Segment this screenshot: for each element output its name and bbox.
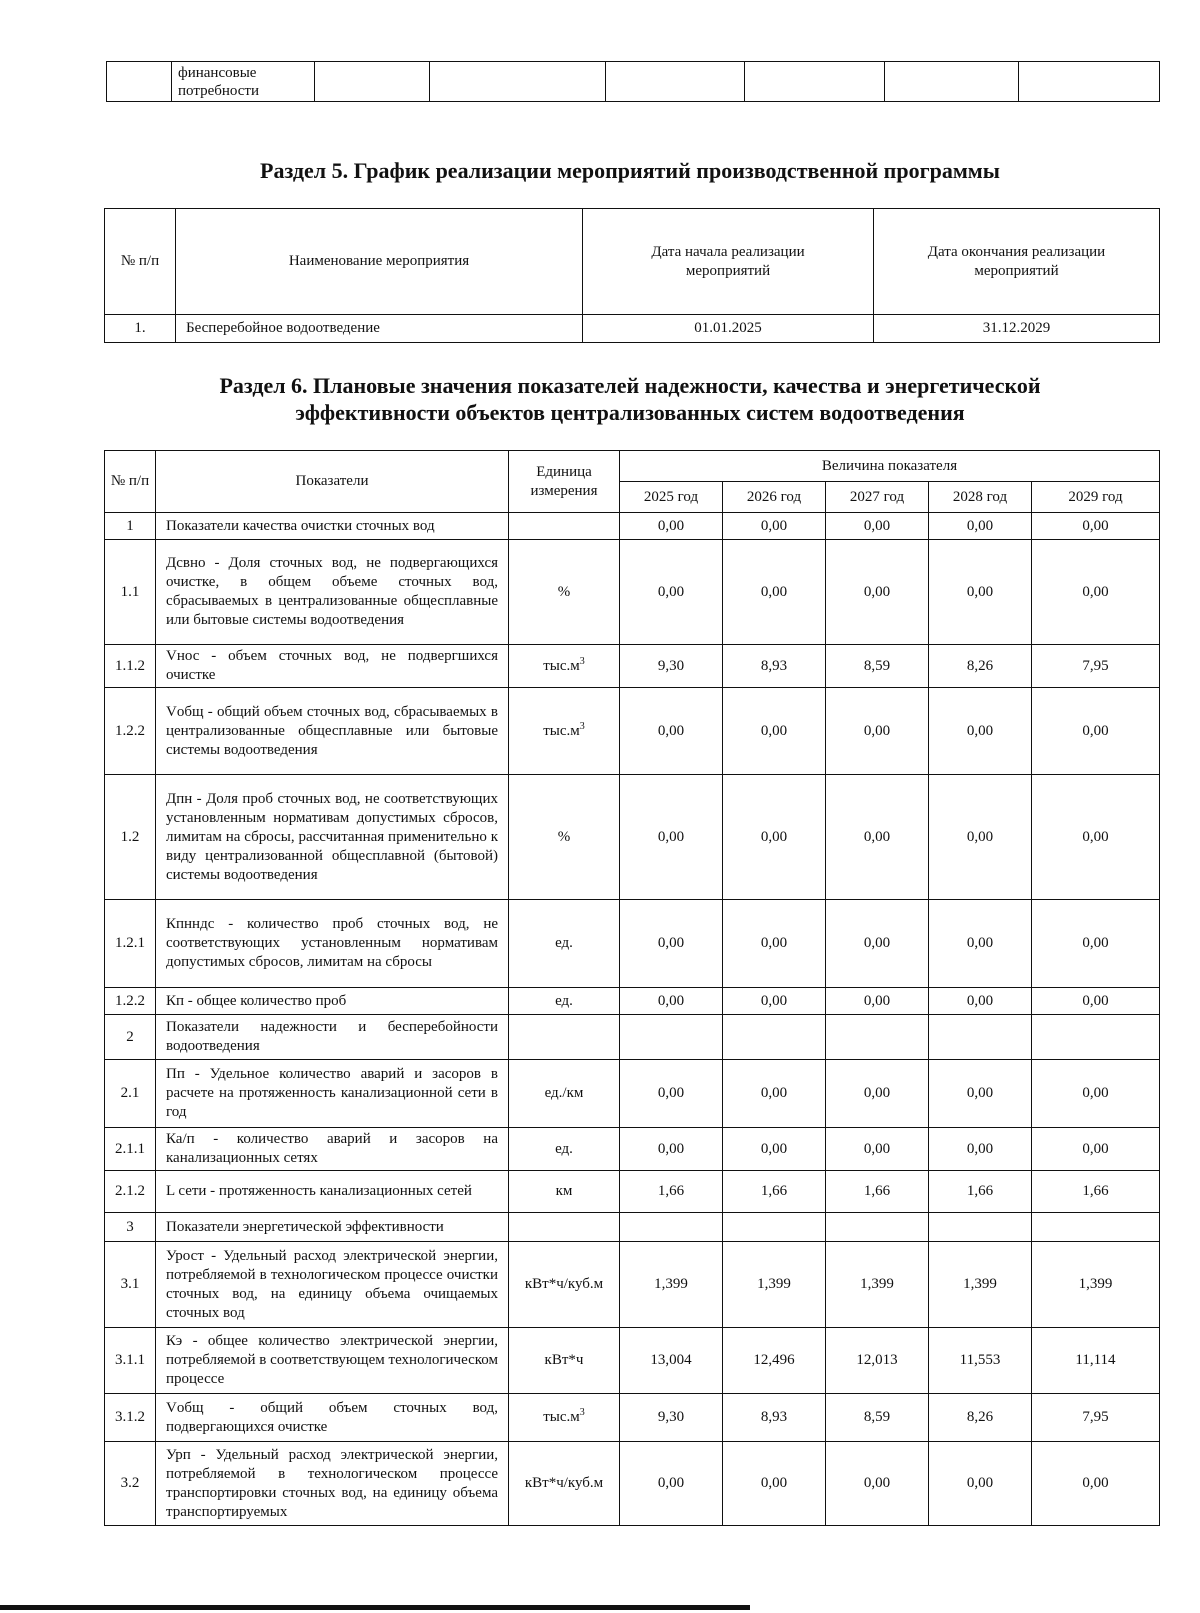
table-row bbox=[105, 1242, 1160, 1328]
row-value: 0,00 bbox=[929, 540, 1032, 645]
table-row bbox=[105, 1328, 1160, 1394]
row-value: 0,00 bbox=[826, 900, 929, 988]
section5-header-name: Наименование мероприятия bbox=[176, 209, 583, 315]
row-value bbox=[929, 1213, 1032, 1242]
row-value: 11,114 bbox=[1032, 1328, 1160, 1394]
page-bottom-rule bbox=[0, 1605, 750, 1610]
table-row bbox=[105, 1171, 1160, 1213]
top-table-cell bbox=[315, 62, 430, 102]
top-table-cell bbox=[430, 62, 606, 102]
row-value: 0,00 bbox=[826, 688, 929, 775]
row-value: 0,00 bbox=[620, 540, 723, 645]
row-unit bbox=[509, 1213, 620, 1242]
row-indicator: Vобщ - общий объем сточных вод, подвергающихся очистке bbox=[156, 1394, 509, 1442]
row-unit bbox=[509, 988, 620, 1015]
row-value: 0,00 bbox=[620, 688, 723, 775]
table-row bbox=[105, 1128, 1160, 1171]
table-row bbox=[105, 688, 1160, 775]
row-number: 2.1.1 bbox=[105, 1128, 156, 1171]
section5-header-num: № п/п bbox=[105, 209, 176, 315]
row-number: 1.1 bbox=[105, 540, 156, 645]
row-value: 0,00 bbox=[723, 988, 826, 1015]
row-value: 0,00 bbox=[929, 688, 1032, 775]
row-value: 0,00 bbox=[826, 988, 929, 1015]
section5-row-end: 31.12.2029 bbox=[874, 315, 1160, 343]
row-unit-text: кВт*ч bbox=[544, 1352, 584, 1368]
row-number: 1.1.2 bbox=[105, 645, 156, 688]
row-unit-text: км bbox=[555, 1183, 573, 1199]
row-value: 0,00 bbox=[620, 775, 723, 900]
row-number: 3.1.1 bbox=[105, 1328, 156, 1394]
row-value: 0,00 bbox=[826, 1442, 929, 1526]
row-value: 0,00 bbox=[826, 540, 929, 645]
row-value: 0,00 bbox=[620, 1128, 723, 1171]
row-value: 1,66 bbox=[1032, 1171, 1160, 1213]
row-value: 0,00 bbox=[723, 900, 826, 988]
row-value: 1,66 bbox=[723, 1171, 826, 1213]
row-value: 1,399 bbox=[1032, 1242, 1160, 1328]
row-value: 13,004 bbox=[620, 1328, 723, 1394]
row-value: 0,00 bbox=[826, 1060, 929, 1128]
row-value: 9,30 bbox=[620, 1394, 723, 1442]
section5-row-start: 01.01.2025 bbox=[583, 315, 874, 343]
row-number: 3.1 bbox=[105, 1242, 156, 1328]
row-unit-text: % bbox=[557, 583, 571, 600]
row-unit-text: ед. bbox=[555, 1140, 573, 1157]
row-value: 0,00 bbox=[826, 513, 929, 540]
row-value: 0,00 bbox=[929, 775, 1032, 900]
row-value: 0,00 bbox=[826, 1128, 929, 1171]
row-value: 0,00 bbox=[1032, 1128, 1160, 1171]
top-table-cell bbox=[606, 62, 745, 102]
row-indicator: Кп - общее количество проб bbox=[156, 988, 509, 1015]
row-value: 1,399 bbox=[723, 1242, 826, 1328]
row-unit bbox=[509, 900, 620, 988]
top-table-text: финансовые потребности bbox=[172, 62, 315, 102]
row-unit-text: ед. bbox=[555, 935, 573, 951]
row-indicator: Пп - Удельное количество аварий и засоров в расчете на протяженность канализационной сети в год bbox=[156, 1060, 509, 1128]
row-value: 8,26 bbox=[929, 645, 1032, 688]
row-value: 12,496 bbox=[723, 1328, 826, 1394]
top-table-cell bbox=[745, 62, 885, 102]
section6-header-year: 2026 год bbox=[723, 482, 826, 513]
section5-title: Раздел 5. График реализации мероприятий производственной программы bbox=[260, 158, 1000, 183]
row-value: 8,26 bbox=[929, 1394, 1032, 1442]
row-value: 0,00 bbox=[929, 1060, 1032, 1128]
row-indicator: Кэ - общее количество электрической энергии, потребляемой в соответствующем технологическом процессе bbox=[156, 1328, 509, 1394]
row-value: 0,00 bbox=[723, 775, 826, 900]
table-row bbox=[105, 900, 1160, 988]
row-value: 8,59 bbox=[826, 645, 929, 688]
row-value: 1,66 bbox=[929, 1171, 1032, 1213]
row-number: 2 bbox=[105, 1015, 156, 1060]
row-indicator: Кпнндс - количество проб сточных вод, не соответствующих установленным нормативам допустимых сбросов, лимитам на сбросы bbox=[156, 900, 509, 988]
row-unit bbox=[509, 775, 620, 900]
row-value: 1,399 bbox=[620, 1242, 723, 1328]
section6-title: Раздел 6. Плановые значения показателей надежности, качества и энергетической эффективности объектов централизованных систем водоотведения bbox=[219, 373, 1041, 425]
row-unit bbox=[509, 540, 620, 645]
section5-row-num: 1. bbox=[105, 315, 176, 343]
table-row bbox=[105, 775, 1160, 900]
row-value: 7,95 bbox=[1032, 645, 1160, 688]
top-table-cell bbox=[885, 62, 1019, 102]
row-value: 0,00 bbox=[620, 513, 723, 540]
row-value: 0,00 bbox=[620, 900, 723, 988]
section6-header-indicator: Показатели bbox=[156, 451, 509, 513]
row-unit bbox=[509, 1328, 620, 1394]
row-value: 0,00 bbox=[620, 988, 723, 1015]
row-value: 11,553 bbox=[929, 1328, 1032, 1394]
row-unit-text: кВт*ч/куб.м bbox=[524, 1276, 604, 1292]
row-unit bbox=[509, 1394, 620, 1442]
row-unit-superscript: 3 bbox=[579, 1407, 585, 1418]
row-indicator: Урп - Удельный расход электрической энергии, потребляемой в технологическом процессе транспортировки сточных вод, на единицу объема транспортируемых bbox=[156, 1442, 509, 1526]
row-value: 0,00 bbox=[1032, 1060, 1160, 1128]
row-value: 0,00 bbox=[929, 1128, 1032, 1171]
row-value: 0,00 bbox=[723, 1128, 826, 1171]
row-value bbox=[826, 1015, 929, 1060]
row-value: 0,00 bbox=[929, 513, 1032, 540]
row-value: 0,00 bbox=[1032, 513, 1160, 540]
row-unit-text: тыс.м bbox=[543, 1409, 580, 1425]
row-unit-text: % bbox=[557, 828, 571, 845]
row-indicator: Урост - Удельный расход электрической энергии, потребляемой в технологическом процессе очистки сточных вод, на единицу объема очищаемых сточных вод bbox=[156, 1242, 509, 1328]
row-indicator: Дпн - Доля проб сточных вод, не соответствующих установленным нормативам допустимых сбросов, лимитам на сбросы, рассчитанная применительно к виду централизованной общесплавной (бытовой) системы водоотведения bbox=[156, 775, 509, 900]
row-value: 0,00 bbox=[723, 540, 826, 645]
row-value: 8,59 bbox=[826, 1394, 929, 1442]
row-unit bbox=[509, 1015, 620, 1060]
top-table-cell bbox=[1019, 62, 1160, 102]
row-value: 1,399 bbox=[929, 1242, 1032, 1328]
row-indicator: Показатели надежности и бесперебойности водоотведения bbox=[156, 1015, 509, 1060]
table-row bbox=[105, 1394, 1160, 1442]
row-value: 9,30 bbox=[620, 645, 723, 688]
section6-header-unit: Единица измерения bbox=[509, 451, 620, 513]
row-unit-text: тыс.м bbox=[543, 657, 580, 674]
section6-header-year: 2027 год bbox=[826, 482, 929, 513]
row-unit-superscript: 3 bbox=[579, 720, 585, 732]
row-value: 8,93 bbox=[723, 645, 826, 688]
row-number: 1.2.2 bbox=[105, 688, 156, 775]
row-number: 1 bbox=[105, 513, 156, 540]
section6-table bbox=[104, 450, 1160, 1526]
row-unit bbox=[509, 1171, 620, 1213]
section5-header-end: Дата окончания реализации мероприятий bbox=[874, 209, 1160, 315]
row-indicator: Показатели качества очистки сточных вод bbox=[156, 513, 509, 540]
row-value: 7,95 bbox=[1032, 1394, 1160, 1442]
table-row bbox=[105, 513, 1160, 540]
row-indicator: Дсвно - Доля сточных вод, не подвергающихся очистке, в общем объеме сточных вод, сбрасываемых в централизованные общесплавные или бытовые системы водоотведения bbox=[156, 540, 509, 645]
section6-header-year: 2025 год bbox=[620, 482, 723, 513]
row-value: 0,00 bbox=[723, 1442, 826, 1526]
section5-row-name: Бесперебойное водоотведение bbox=[176, 315, 583, 343]
row-value bbox=[723, 1213, 826, 1242]
row-value: 0,00 bbox=[1032, 988, 1160, 1015]
table-row bbox=[105, 1015, 1160, 1060]
row-number: 1.2 bbox=[105, 775, 156, 900]
row-indicator: Показатели энергетической эффективности bbox=[156, 1213, 509, 1242]
row-unit-superscript: 3 bbox=[579, 655, 585, 667]
row-indicator: Ка/п - количество аварий и засоров на канализационных сетях bbox=[156, 1128, 509, 1171]
row-value bbox=[723, 1015, 826, 1060]
row-value: 0,00 bbox=[723, 688, 826, 775]
section5-table bbox=[104, 208, 1160, 343]
row-unit bbox=[509, 645, 620, 688]
row-value: 12,013 bbox=[826, 1328, 929, 1394]
row-value: 0,00 bbox=[929, 988, 1032, 1015]
row-unit bbox=[509, 513, 620, 540]
table-row bbox=[105, 645, 1160, 688]
row-number: 3.2 bbox=[105, 1442, 156, 1526]
section6-header-year: 2028 год bbox=[929, 482, 1032, 513]
row-value bbox=[1032, 1213, 1160, 1242]
section6-header-value: Величина показателя bbox=[620, 451, 1160, 482]
row-indicator: L сети - протяженность канализационных сетей bbox=[156, 1171, 509, 1213]
row-unit-text: тыс.м bbox=[543, 722, 580, 739]
row-value: 0,00 bbox=[1032, 688, 1160, 775]
row-number: 1.2.1 bbox=[105, 900, 156, 988]
top-table bbox=[106, 61, 1160, 102]
row-value bbox=[929, 1015, 1032, 1060]
table-row bbox=[105, 1213, 1160, 1242]
section5-header-start: Дата начала реализации мероприятий bbox=[583, 209, 874, 315]
row-indicator: Vнос - объем сточных вод, не подвергшихся очистке bbox=[156, 645, 509, 688]
row-value: 0,00 bbox=[620, 1060, 723, 1128]
row-indicator: Vобщ - общий объем сточных вод, сбрасываемых в централизованные общесплавные или бытовые системы водоотведения bbox=[156, 688, 509, 775]
row-number: 2.1.2 bbox=[105, 1171, 156, 1213]
row-unit bbox=[509, 1242, 620, 1328]
row-value: 8,93 bbox=[723, 1394, 826, 1442]
row-value: 0,00 bbox=[929, 900, 1032, 988]
row-value bbox=[1032, 1015, 1160, 1060]
table-row bbox=[105, 540, 1160, 645]
row-value: 0,00 bbox=[1032, 1442, 1160, 1526]
table-row bbox=[105, 1060, 1160, 1128]
row-unit-text: ед./км bbox=[544, 1085, 584, 1101]
row-unit bbox=[509, 688, 620, 775]
row-number: 3.1.2 bbox=[105, 1394, 156, 1442]
row-value: 1,66 bbox=[620, 1171, 723, 1213]
row-value bbox=[826, 1213, 929, 1242]
row-unit bbox=[509, 1442, 620, 1526]
row-value: 0,00 bbox=[826, 775, 929, 900]
row-unit bbox=[509, 1128, 620, 1171]
row-value bbox=[620, 1015, 723, 1060]
row-value: 0,00 bbox=[723, 1060, 826, 1128]
table-row bbox=[105, 988, 1160, 1015]
section6-header-num: № п/п bbox=[105, 451, 156, 513]
row-number: 1.2.2 bbox=[105, 988, 156, 1015]
row-unit bbox=[509, 1060, 620, 1128]
row-value: 0,00 bbox=[929, 1442, 1032, 1526]
row-value: 1,66 bbox=[826, 1171, 929, 1213]
row-value: 0,00 bbox=[1032, 900, 1160, 988]
row-number: 3 bbox=[105, 1213, 156, 1242]
row-value: 0,00 bbox=[1032, 775, 1160, 900]
row-unit-text: кВт*ч/куб.м bbox=[524, 1475, 604, 1491]
row-value: 0,00 bbox=[1032, 540, 1160, 645]
section6-header-year: 2029 год bbox=[1032, 482, 1160, 513]
row-value: 1,399 bbox=[826, 1242, 929, 1328]
row-value: 0,00 bbox=[723, 513, 826, 540]
row-unit-text: ед. bbox=[555, 992, 573, 1009]
top-table-cell bbox=[107, 62, 172, 102]
row-value: 0,00 bbox=[620, 1442, 723, 1526]
row-value bbox=[620, 1213, 723, 1242]
table-row bbox=[105, 1442, 1160, 1526]
row-number: 2.1 bbox=[105, 1060, 156, 1128]
